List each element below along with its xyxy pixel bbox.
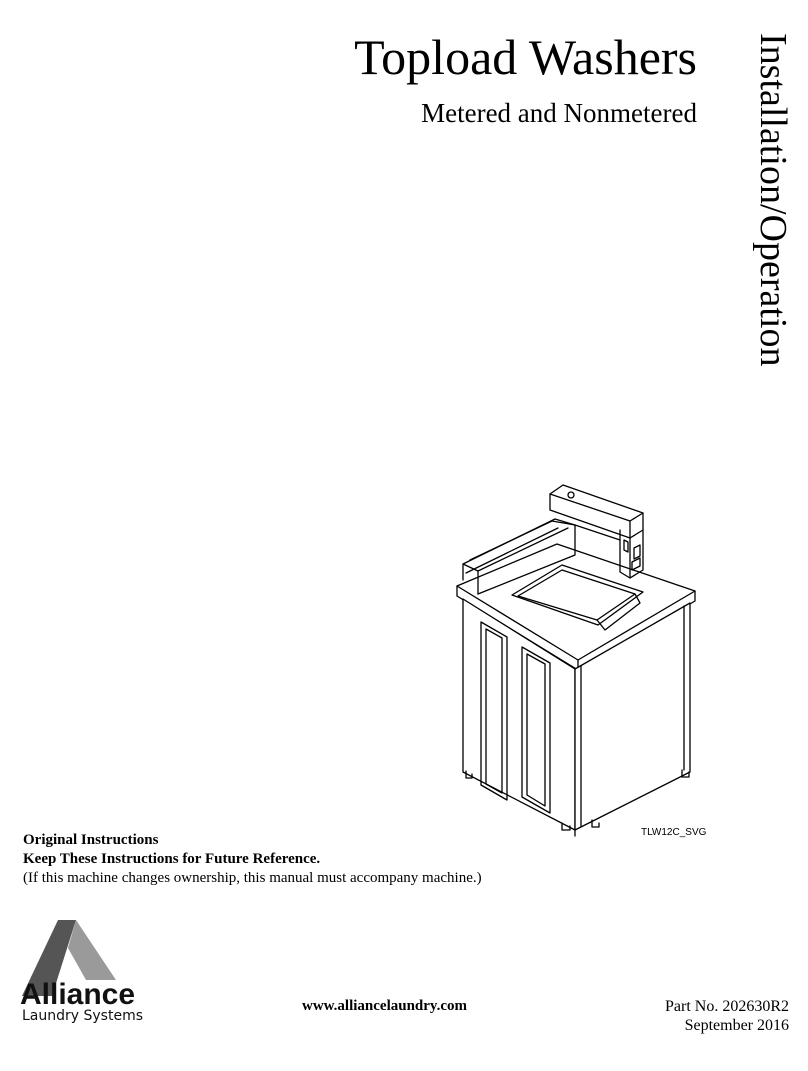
figure-id: TLW12C_SVG [641,827,707,838]
ownership-note: (If this machine changes ownership, this manual must accompany machine.) [23,870,482,886]
instructions-block [23,831,482,888]
logo-tagline: Laundry Systems [22,1008,144,1024]
original-instructions: Original Instructions [23,832,159,848]
website-link[interactable]: www.alliancelaundry.com [302,998,468,1014]
part-number: Part No. 202630R2 [665,998,789,1015]
topload-washer-illustration [452,484,700,838]
document-type-label: Installation/Operation [752,33,794,367]
publication-date: September 2016 [684,1017,789,1034]
alliance-logo [18,920,193,1026]
keep-instructions-note: Keep These Instructions for Future Reference. [23,851,321,867]
document-subtitle: Metered and Nonmetered [421,98,697,128]
logo-light-triangle [68,920,116,980]
part-info [665,997,789,1035]
document-title: Topload Washers [354,29,697,85]
logo-wordmark: Alliance [20,978,136,1011]
